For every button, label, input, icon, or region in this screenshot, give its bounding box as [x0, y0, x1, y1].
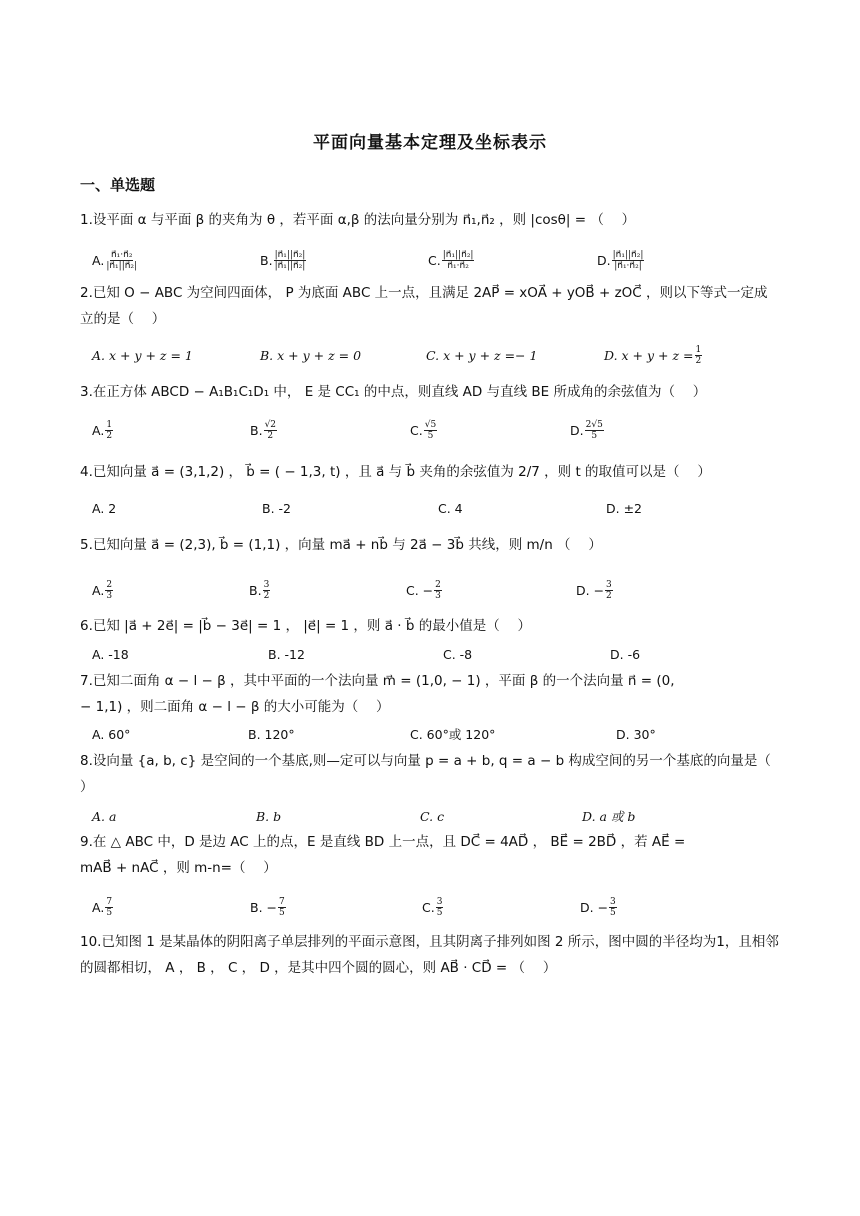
fraction: $\frac{3}{5}$	[436, 896, 443, 918]
question-7-options	[92, 720, 712, 748]
option-d: D. -6	[610, 646, 641, 662]
option-d: D. $\frac{2√5}{5}$	[570, 419, 603, 441]
question-10: 10.已知图 1 是某晶体的阴阳离子单层排列的平面示意图，且其阴离子排列如图 2 所示，图中圆的半径均为1，且相邻的圆都相切， A ， B ， C ， D ，是其中四个圆的圆心，则 AB⃗ · CD⃗ = （ ）	[80, 934, 779, 976]
option-a: A. x + y + z = 1	[92, 347, 193, 363]
question-4-options	[92, 494, 712, 522]
fraction: $\frac{√5}{5}$	[424, 419, 437, 441]
fraction: $\frac{1}{2}$	[106, 419, 113, 441]
option-c: C. $\frac{√5}{5}$	[410, 419, 437, 441]
fraction: $\frac{2}{3}$	[435, 579, 441, 601]
question-8: 8.设向量 {a, b, c} 是空间的一个基底,则—定可以与向量 p = a + b, q = a − b 构成空间的另一个基底的向量是（ ）	[80, 753, 789, 795]
option-d: D. 30°	[616, 726, 656, 742]
option-d: D. x + y + z = $\frac{1}{2}$	[604, 344, 702, 366]
option-c: C. x + y + z =− 1	[426, 347, 538, 363]
option-b: B. $\frac{\text{|n⃗₁||n⃗₂|}}{\text{|n⃗₁||n⃗₂|}}$	[260, 249, 306, 271]
option-c: C. -8	[443, 646, 473, 662]
question-1: 1.设平面 α 与平面 β 的夹角为 θ ，若平面 α,β 的法向量分别为 n⃗₁,n⃗₂ ，则 |cosθ| = （ ）	[80, 212, 636, 228]
option-a: A. 2	[92, 500, 117, 516]
option-c: C. 60°或 120°	[410, 727, 496, 742]
option-a: A. a	[92, 808, 117, 824]
option-d: D. $\frac{\text{|n⃗₁||n⃗₂|}}{\text{|n⃗₁·n⃗₂|}}$	[597, 249, 644, 271]
question-9-options	[92, 893, 712, 921]
option-b: B. x + y + z = 0	[260, 347, 362, 363]
document-title: 平面向量基本定理及坐标表示	[313, 133, 547, 153]
option-c: C. $\frac{\text{|n⃗₁||n⃗₂|}}{\text{n⃗₁·n⃗₂}}$	[428, 249, 474, 271]
question-2: 2.已知 O − ABC 为空间四面体， P 为底面 ABC 上一点，且满足 2AP⃗ = xOA⃗ + yOB⃗ + zOC⃗ ，则以下等式一定成立的是（ ）	[80, 285, 768, 327]
option-b: B. $\frac{√2}{2}$	[250, 419, 277, 441]
option-c: C. $\frac{3}{5}$	[422, 896, 443, 918]
question-7: 7.已知二面角 α − l − β ，其中平面的一个法向量 m⃗ = (1,0, − 1) ，平面 β 的一个法向量 n⃗ = (0, − 1,1) ，则二面角 α − l − β 的大小可能为（ ）	[80, 673, 675, 715]
fraction: $\frac{3}{2}$	[263, 579, 270, 601]
fraction: $\frac{\text{|n⃗₁||n⃗₂|}}{\text{|n⃗₁||n⃗₂|}}$	[274, 249, 306, 271]
section-heading: 一、单选题	[80, 176, 156, 194]
option-b: B. − $\frac{7}{5}$	[250, 896, 285, 918]
question-4: 4.已知向量 a⃗ = (3,1,2) ， b⃗ = ( − 1,3, t) ，且 a⃗ 与 b⃗ 夹角的余弦值为 2/7 ，则 t 的取值可以是（ ）	[80, 464, 711, 480]
option-b: B. -2	[262, 500, 291, 516]
question-3: 3.在正方体 ABCD − A₁B₁C₁D₁ 中， E 是 CC₁ 的中点，则直线 AD 与直线 BE 所成角的余弦值为（ ）	[80, 384, 707, 400]
question-6: 6.已知 |a⃗ + 2e⃗| = |b⃗ − 3e⃗| = 1 ， |e⃗| = 1 ，则 a⃗ · b⃗ 的最小值是（ ）	[80, 618, 532, 634]
question-8-options	[92, 802, 712, 830]
question-5-options	[92, 576, 712, 604]
question-5: 5.已知向量 a⃗ = (2,3), b⃗ = (1,1) ，向量 ma⃗ + nb⃗ 与 2a⃗ − 3b⃗ 共线，则 m/n （ ）	[80, 537, 602, 553]
fraction: $\frac{2}{3}$	[106, 579, 113, 601]
option-b: B. $\frac{3}{2}$	[249, 579, 270, 601]
fraction: $\frac{\text{|n⃗₁||n⃗₂|}}{\text{|n⃗₁·n⃗₂|}}$	[612, 249, 644, 271]
option-b: B. b	[256, 808, 282, 824]
option-b: B. 120°	[248, 726, 295, 742]
fraction: $\frac{2√5}{5}$	[585, 419, 603, 441]
option-a: A. $\frac{1}{2}$	[92, 419, 113, 441]
fraction: $\frac{3}{5}$	[610, 896, 616, 918]
fraction: $\frac{\text{n⃗₁·n⃗₂}}{\text{|n⃗₁||n⃗₂|}}$	[106, 249, 138, 271]
fraction: $\frac{7}{5}$	[106, 896, 113, 918]
option-c: C. 4	[438, 500, 463, 516]
fraction: $\frac{\text{|n⃗₁||n⃗₂|}}{\text{n⃗₁·n⃗₂}}$	[442, 249, 474, 271]
fraction: $\frac{1}{2}$	[695, 344, 702, 366]
option-a: A. $\frac{\text{n⃗₁·n⃗₂}}{\text{|n⃗₁||n⃗₂|}}$	[92, 249, 138, 271]
option-d: D. ±2	[606, 500, 642, 516]
question-3-options	[92, 416, 712, 444]
option-a: A. $\frac{2}{3}$	[92, 579, 113, 601]
question-6-options	[92, 640, 712, 668]
fraction: $\frac{3}{2}$	[606, 579, 612, 601]
fraction: $\frac{7}{5}$	[279, 896, 285, 918]
fraction: $\frac{√2}{2}$	[264, 419, 277, 441]
option-a: A. -18	[92, 646, 129, 662]
option-c: C. − $\frac{2}{3}$	[406, 579, 441, 601]
option-a: A. 60°	[92, 726, 131, 742]
question-1-options	[92, 246, 712, 274]
option-a: A. $\frac{7}{5}$	[92, 896, 113, 918]
option-d: D. − $\frac{3}{2}$	[576, 579, 612, 601]
option-d: D. − $\frac{3}{5}$	[580, 896, 616, 918]
question-9: 9.在 △ ABC 中，D 是边 AC 上的点，E 是直线 BD 上一点，且 DC⃗ = 4AD⃗ ， BE⃗ = 2BD⃗ ，若 AE⃗ = mAB⃗ + nAC⃗ ，则 m-n=（ ）	[80, 834, 686, 876]
option-c: C. c	[420, 808, 445, 824]
option-d: D. a 或 b	[582, 809, 636, 824]
option-b: B. -12	[268, 646, 305, 662]
question-2-options	[92, 341, 712, 369]
